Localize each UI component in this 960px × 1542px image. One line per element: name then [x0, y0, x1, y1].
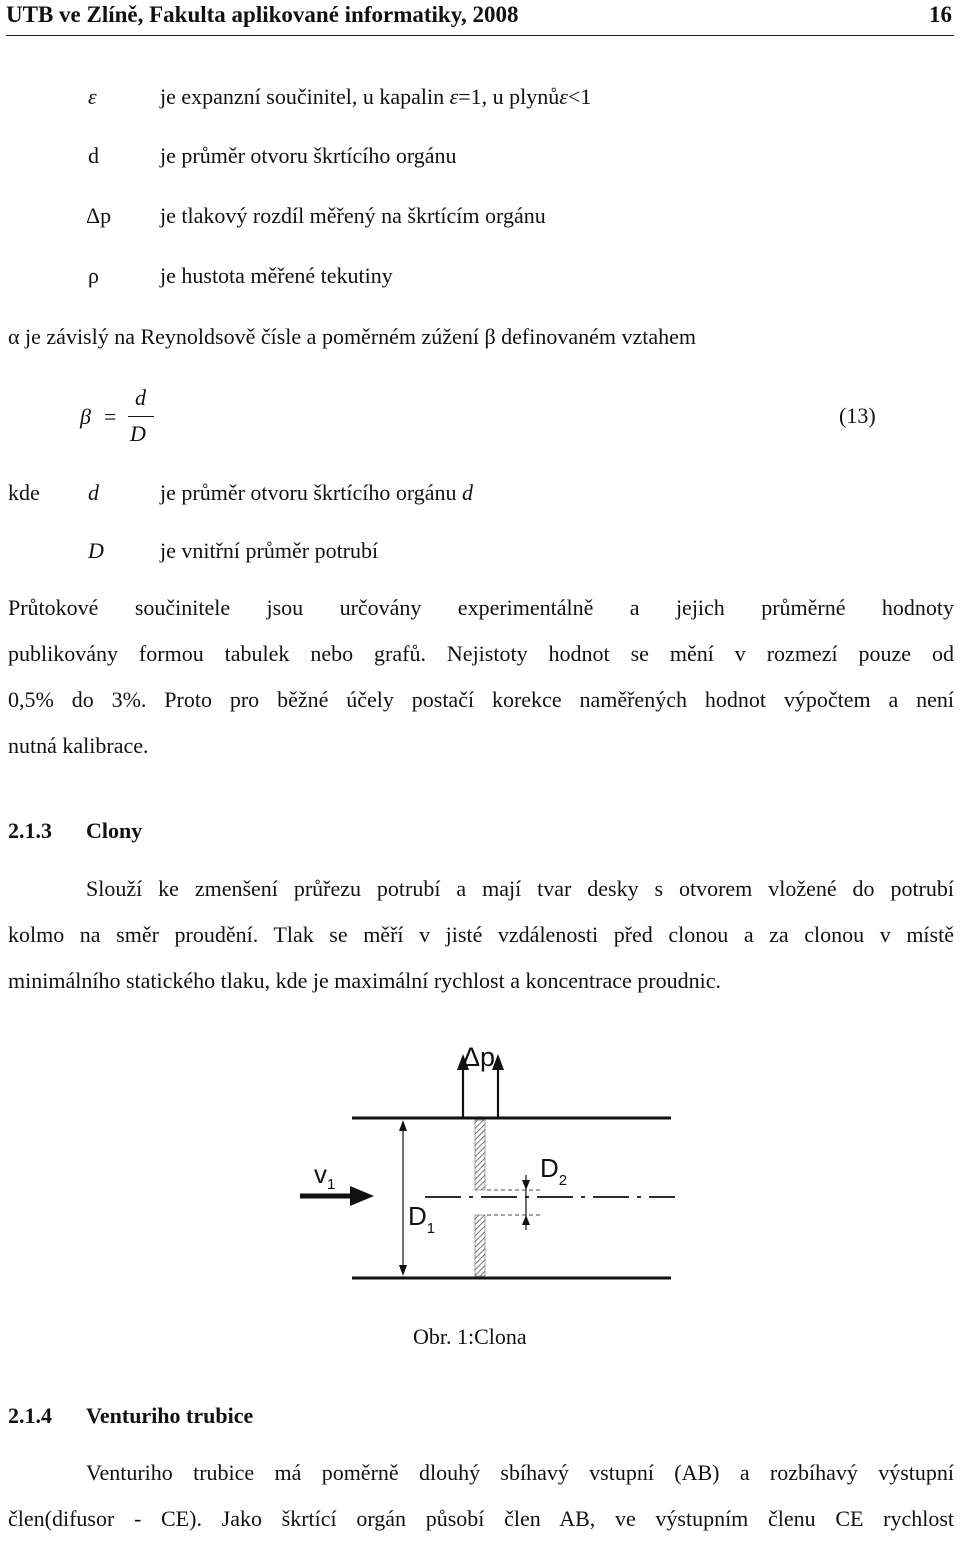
page-number: 16: [929, 2, 952, 27]
label-d1: $D_1$: [408, 1201, 436, 1237]
def-symbol-dp: Δp: [86, 203, 112, 228]
paragraph-line: minimálního statického tlaku, kde je maximální rychlost a koncentrace proudnic.: [8, 968, 721, 993]
paragraph-line: Venturiho trubice má poměrně dlouhý sbíhavý vstupní (AB) a rozbíhavý výstupní: [86, 1460, 954, 1485]
header-rule: [6, 35, 954, 36]
def-text-dp: je tlakový rozdíl měřený na škrtícím orgánu: [160, 203, 546, 228]
paragraph-line: Průtokové součinitele jsou určovány experimentálně a jejich průměrné hodnoty: [8, 595, 954, 620]
fraction-bar: [128, 416, 154, 417]
section-number-214: 2.1.4: [8, 1403, 52, 1428]
where-symbol-D: D: [88, 538, 104, 563]
paragraph-line: nutná kalibrace.: [8, 733, 149, 758]
section-number-213: 2.1.3: [8, 818, 52, 843]
paragraph-coefficients: [8, 585, 954, 769]
where-symbol-d: d: [88, 480, 99, 505]
def-text-rho: je hustota měřené tekutiny: [160, 263, 393, 288]
where-kde: kde: [8, 480, 40, 505]
paragraph-venturi: [8, 1450, 954, 1542]
orifice-plate-upper: [475, 1120, 485, 1190]
orifice-plate-lower: [475, 1215, 485, 1276]
orifice-figure: [290, 1030, 690, 1290]
equation-denominator: D: [130, 421, 146, 446]
equation-13: [80, 385, 880, 455]
where-text-d: je průměr otvoru škrtícího orgánu d: [160, 480, 474, 505]
paragraph-clony: [8, 866, 954, 1004]
section-title-clony: Clony: [86, 818, 143, 843]
label-delta-p: Δp: [462, 1042, 496, 1072]
label-d2: $D_2$: [540, 1153, 568, 1189]
equation-numerator: d: [135, 385, 146, 410]
paragraph-line: 0,5% do 3%. Proto pro běžné účely postačí korekce naměřených hodnot výpočtem a není: [8, 687, 954, 712]
paragraph-line: kolmo na směr proudění. Tlak se měří v jisté vzdálenosti před clonou a za clonou v místě: [8, 922, 954, 947]
def-symbol-epsilon: ε: [88, 84, 97, 109]
label-v1: $v_1$: [314, 1159, 336, 1193]
def-text-d: je průměr otvoru škrtícího orgánu: [160, 143, 457, 168]
paragraph-line: člen(difusor - CE). Jako škrtící orgán působí člen AB, ve výstupním členu CE rychlost: [8, 1506, 954, 1531]
equation-lhs: β: [80, 404, 91, 429]
section-title-venturi: Venturiho trubice: [86, 1403, 254, 1428]
alpha-definition-line: α je závislý na Reynoldsově čísle a poměrném zúžení β definovaném vztahem: [8, 324, 697, 349]
paragraph-line: publikovány formou tabulek nebo grafů. Nejistoty hodnot se mění v rozmezí pouze od: [8, 641, 954, 666]
equation-equals: =: [104, 404, 117, 429]
running-header-title: UTB ve Zlíně, Fakulta aplikované informatiky, 2008: [6, 2, 519, 27]
def-symbol-rho: ρ: [88, 263, 99, 288]
equation-number: (13): [839, 403, 876, 428]
figure-caption: Obr. 1:Clona: [413, 1324, 527, 1349]
def-symbol-d: d: [88, 143, 99, 168]
paragraph-line: Slouží ke zmenšení průřezu potrubí a mají tvar desky s otvorem vložené do potrubí: [86, 876, 954, 901]
def-text-epsilon: je expanzní součinitel, u kapalin ε=1, u plynůε<1: [160, 84, 592, 109]
where-text-D: je vnitřní průměr potrubí: [160, 538, 379, 563]
